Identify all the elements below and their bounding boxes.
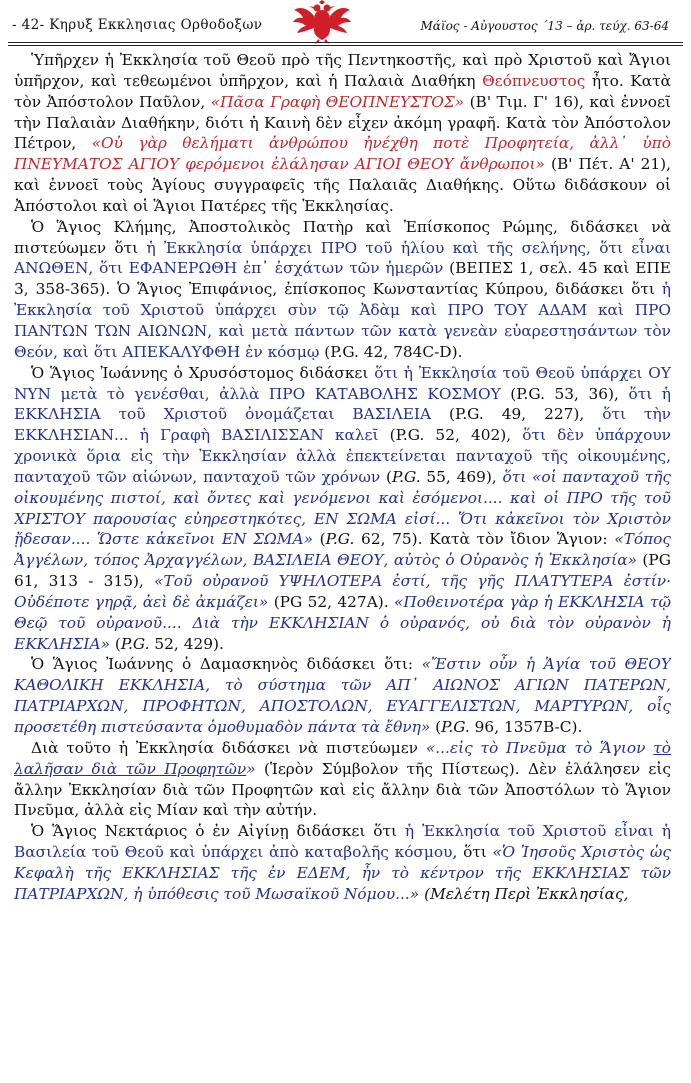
text-run: P.G. [441, 718, 470, 736]
text-run: ἡ Ἐκκλησία τοῦ Χριστοῦ εἶναι ἡ Βασιλεία τοῦ Θεοῦ καὶ ὑπάρχει ἀπὸ καταβολῆς κόσμου [14, 822, 671, 862]
text-run: Θεόπνευστος [482, 71, 586, 90]
body-paragraph [14, 217, 671, 363]
text-run: ὅτι τὴν ΕΚΚΛΗΣΙΑΝ... ἡ Γραφὴ ΒΑΣΙΛΙΣΣΑΝ καλεῖ [14, 405, 671, 445]
text-run: (Μελέτη Περὶ Ἐκκλησίας, [419, 884, 629, 903]
body-paragraph [14, 821, 671, 904]
article-body [14, 50, 671, 1080]
text-run: ὅτι δὲν ὑπάρχουν χρονικὰ ὅρια εἰς τὴν Ἐκκλησίαν ἀλλὰ ἐπεκτείνεται πανταχοῦ τῆς οἰκουμένης, πανταχοῦ τῶν αἰώνων, πανταχοῦ τῶν χρόνων [14, 426, 671, 486]
header-issue-info: Μάϊος - Αὐγουστος ΄13 – ἀρ. τεύχ. 63-64 [420, 19, 669, 33]
text-run: Ὁ Ἅγιος Κλήμης, Ἀποστολικὸς Πατὴρ καὶ Ἐπίσκοπος Ρώμης, διδάσκει νὰ πιστεύωμεν ὅτι [14, 217, 671, 257]
text-run: ( [312, 530, 326, 549]
double-headed-eagle-icon [292, 0, 352, 44]
text-run: ὅτι ἡ Ἐκκλησία τοῦ Θεοῦ ὑπάρχει ΟΥ ΝΥΝ μετὰ τὸ γενέσθαι, ἀλλὰ ΠΡΟ ΚΑΤΑΒΟΛΗΣ ΚΟΣΜΟΥ [14, 363, 671, 403]
text-run: (P.G. 52, 402), [378, 426, 523, 445]
text-run: «Ποθεινοτέρα γὰρ ἡ ΕΚΚΛΗΣΙΑ τῷ Θεῷ τοῦ οὐρανοῦ.... Διὰ τὴν ΕΚΚΛΗΣΙΑΝ ὁ οὐρανός, οὐ διὰ τὸν οὐρανὸν ἡ ΕΚΚΛΗΣΙΑ» [14, 592, 671, 653]
text-run: «Τόπος Ἀγγέλων, τόπος Ἀρχαγγέλων, ΒΑΣΙΛΕΙΑ ΘΕΟΥ, αὐτὸς ὁ Οὐρανὸς ἡ Ἐκκλησία» [14, 530, 671, 570]
header-rule-thin [8, 45, 683, 46]
body-paragraph [14, 50, 671, 217]
text-run: ( [109, 634, 121, 653]
text-run: 52, 429). [149, 634, 224, 653]
text-run: ὅτι ἡ ΕΚΚΛΗΣΙΑ τοῦ Χριστοῦ ὀνομάζεται ΒΑΣΙΛΕΙΑ [14, 384, 671, 424]
text-run: Ὁ Ἅγιος Ἰωάννης ὁ Χρυσόστομος διδάσκει [31, 363, 375, 382]
text-run: (P.G. 42, 784C-D). [319, 342, 463, 361]
text-run: ὅτι «οἱ πανταχοῦ τῆς οἰκουμένης πιστοί, καὶ ὄντες καὶ γενόμενοι καὶ ἐσόμενοι.... καὶ οἱ ΠΡΟ τῆς τοῦ ΧΡΙΣΤΟΥ παρουσίας εὐηρεστηκότες, ΕΝ ΣΩΜΑ εἰσί... Ὅτι κἀκεῖνοι τὸν Χριστὸν ᾔδεσαν.... Ὥστε κἀκεῖνοι ΕΝ ΣΩΜΑ» [14, 467, 671, 549]
text-run: «...εἰς τὸ Πνεῦμα τὸ Ἅγιον [425, 738, 654, 757]
text-run: 55, 469), [420, 467, 503, 486]
page-header [0, 0, 691, 46]
text-run: (P.G. 49, 227), [431, 405, 603, 424]
text-run: ἡ Ἐκκλησία ὑπάρχει ΠΡΟ τοῦ ἡλίου καὶ τῆς σελήνης, ὅτι εἶναι ΑΝΩΘΕΝ, ὅτι ΕΦΑΝΕΡΩΘΗ ἐπ᾽ ἐσχάτων τῶν ἡμερῶν [14, 238, 671, 278]
text-run: P.G. [391, 467, 421, 486]
body-paragraph [14, 363, 671, 655]
text-run: ἦτο. Κατὰ τὸν Ἀπόστολον Παῦλον, [14, 71, 671, 111]
text-run: (Β' Πέτ. Α' 21), καὶ ἐννοεῖ τοὺς Ἁγίους συγγραφεῖς τῆς Παλαιᾶς Διαθήκης. Οὕτω διδάσκουν οἱ Ἀπόστολοι καὶ οἱ Ἅγιοι Πατέρες τῆς Ἐκκλησίας. [14, 155, 671, 215]
text-run: 62, 75). Κατὰ τὸν ἴδιον Ἅγιον: [354, 530, 615, 549]
text-run: (P.G. 53, 36), [500, 384, 629, 403]
text-run: » [246, 759, 256, 778]
text-run: Ὁ Ἅγιος Ἰωάννης ὁ Δαμασκηνὸς διδάσκει ὅτι: [31, 655, 422, 674]
text-run: «Τοῦ οὐρανοῦ ΥΨΗΛΟΤΕΡΑ ἐστί, τῆς γῆς ΠΛΑΤΥΤΕΡΑ ἐστίν· Οὐδέποτε γηρᾷ, ἀεὶ δὲ ἀκμάζει» [14, 572, 671, 611]
text-run: (PG 61, 313 - 315), [14, 551, 671, 591]
text-run: Ὁ Ἅγιος Νεκτάριος ὁ ἐν Αἰγίνῃ διδάσκει ὅτι [31, 822, 405, 841]
text-run: (Β' Τιμ. Γ' 16), καὶ ἐννοεῖ τὴν Παλαιὰν Διαθήκην, διότι ἡ Καινὴ δὲν εἶχεν ἀκόμη γραφῆ. Κατὰ τὸν Ἀπόστολον Πέτρον, [14, 92, 671, 153]
text-run: ( [430, 718, 442, 736]
body-paragraph [14, 654, 671, 737]
body-paragraph [14, 738, 671, 821]
text-run: Ὑπῆρχεν ἡ Ἐκκλησία τοῦ Θεοῦ πρὸ τῆς Πεντηκοστῆς, καὶ πρὸ Χριστοῦ καὶ Ἄγιοι ὑπῆρχον, καὶ τεθεωμένοι ὑπῆρχον, καὶ ἡ Παλαιὰ Διαθήκη [14, 51, 671, 90]
text-run: P.G. [120, 634, 150, 653]
text-run: ἡ Ἐκκλησία τοῦ Χριστοῦ ὑπάρχει σὺν τῷ Ἀδὰμ καὶ ΠΡΟ ΤΟΥ ΑΔΑΜ καὶ ΠΡΟ ΠΑΝΤΩΝ ΤΩΝ ΑΙΩΝΩΝ, καὶ μετὰ πάντων τῶν κατὰ γενεὰν εὐαρεστησάντων τὸν Θεόν, καὶ ὅτι ΑΠΕΚΑΛΥΦΘΗ ἐν κόσμῳ [14, 280, 671, 361]
header-rule [8, 42, 683, 43]
text-run: «Ὁ Ἰησοῦς Χριστὸς ὡς Κεφαλὴ τῆς ΕΚΚΛΗΣΙΑΣ τῆς ἐν ΕΔΕΜ, ἦν τὸ κέντρον τῆς ΕΚΚΛΗΣΙΑΣ τῶν ΠΑΤΡΙΑΡΧΩΝ, ἡ ὑπόθεσις τοῦ Μωσαϊκοῦ Νόμου...» [14, 843, 671, 903]
text-run: (ΒΕΠΕΣ 1, σελ. 45 καὶ ΕΠΕ 3, 358-365). Ὁ Ἅγιος Ἐπιφάνιος, ἐπίσκοπος Κωνσταντίας Κύπρου, διδάσκει ὅτι [14, 259, 671, 299]
text-run: Διὰ τοῦτο ἡ Ἐκκλησία διδάσκει νὰ πιστεύωμεν [31, 738, 426, 757]
text-run: P.G. [325, 530, 355, 549]
text-run: (Ἱερὸν Σύμβολον τῆς Πίστεως). Δὲν ἐλάλησεν εἰς ἄλλην Ἐκκλησίαν διὰ τῶν Προφητῶν καὶ εἰς ἄλλην διὰ τῶν Ἀποστόλων τὸ Ἅγιον Πνεῦμα, ἀλλὰ εἰς Μίαν καὶ τὴν αὐτήν. [14, 759, 671, 820]
text-run: 96, 1357B-C). [469, 718, 583, 736]
text-run: «Οὐ γὰρ θελήματι ἀνθρώπου ἠνέχθη ποτὲ Προφητεία, ἀλλ᾽ ὑπὸ ΠΝΕΥΜΑΤΟΣ ΑΓΙΟΥ φερόμενοι ἐλάλησαν ΑΓΙΟΙ ΘΕΟΥ ἄνθρωποι» [14, 134, 671, 174]
text-run: «Πᾶσα Γραφὴ ΘΕΟΠΝΕΥΣΤΟΣ» [210, 92, 465, 111]
text-run: (PG 52, 427A). [268, 592, 395, 611]
header-page-title: - 42- Κηρυξ Εκκλησιας Ορθοδοξων [12, 17, 263, 33]
text-run: τὸ λαλῆσαν διὰ τῶν Προφητῶν [14, 738, 671, 778]
text-run: ( [380, 467, 392, 486]
text-run: , ὅτι [452, 843, 493, 862]
text-run: «Ἔστιν οὖν ἡ Ἁγία τοῦ ΘΕΟΥ ΚΑΘΟΛΙΚΗ ΕΚΚΛΗΣΙΑ, τὸ σύστημα τῶν ΑΠ᾽ ΑΙΩΝΟΣ ΑΓΙΩΝ ΠΑΤΕΡΩΝ, ΠΑΤΡΙΑΡΧΩΝ, ΠΡΟΦΗΤΩΝ, ΑΠΟΣΤΟΛΩΝ, ΕΥΑΓΓΕΛΙΣΤΩΝ, ΜΑΡΤΥΡΩΝ, οἷς προσετέθη πιστεύσαντα ὁμοθυμαδὸν πάντα τὰ ἔθνη» [14, 655, 671, 736]
